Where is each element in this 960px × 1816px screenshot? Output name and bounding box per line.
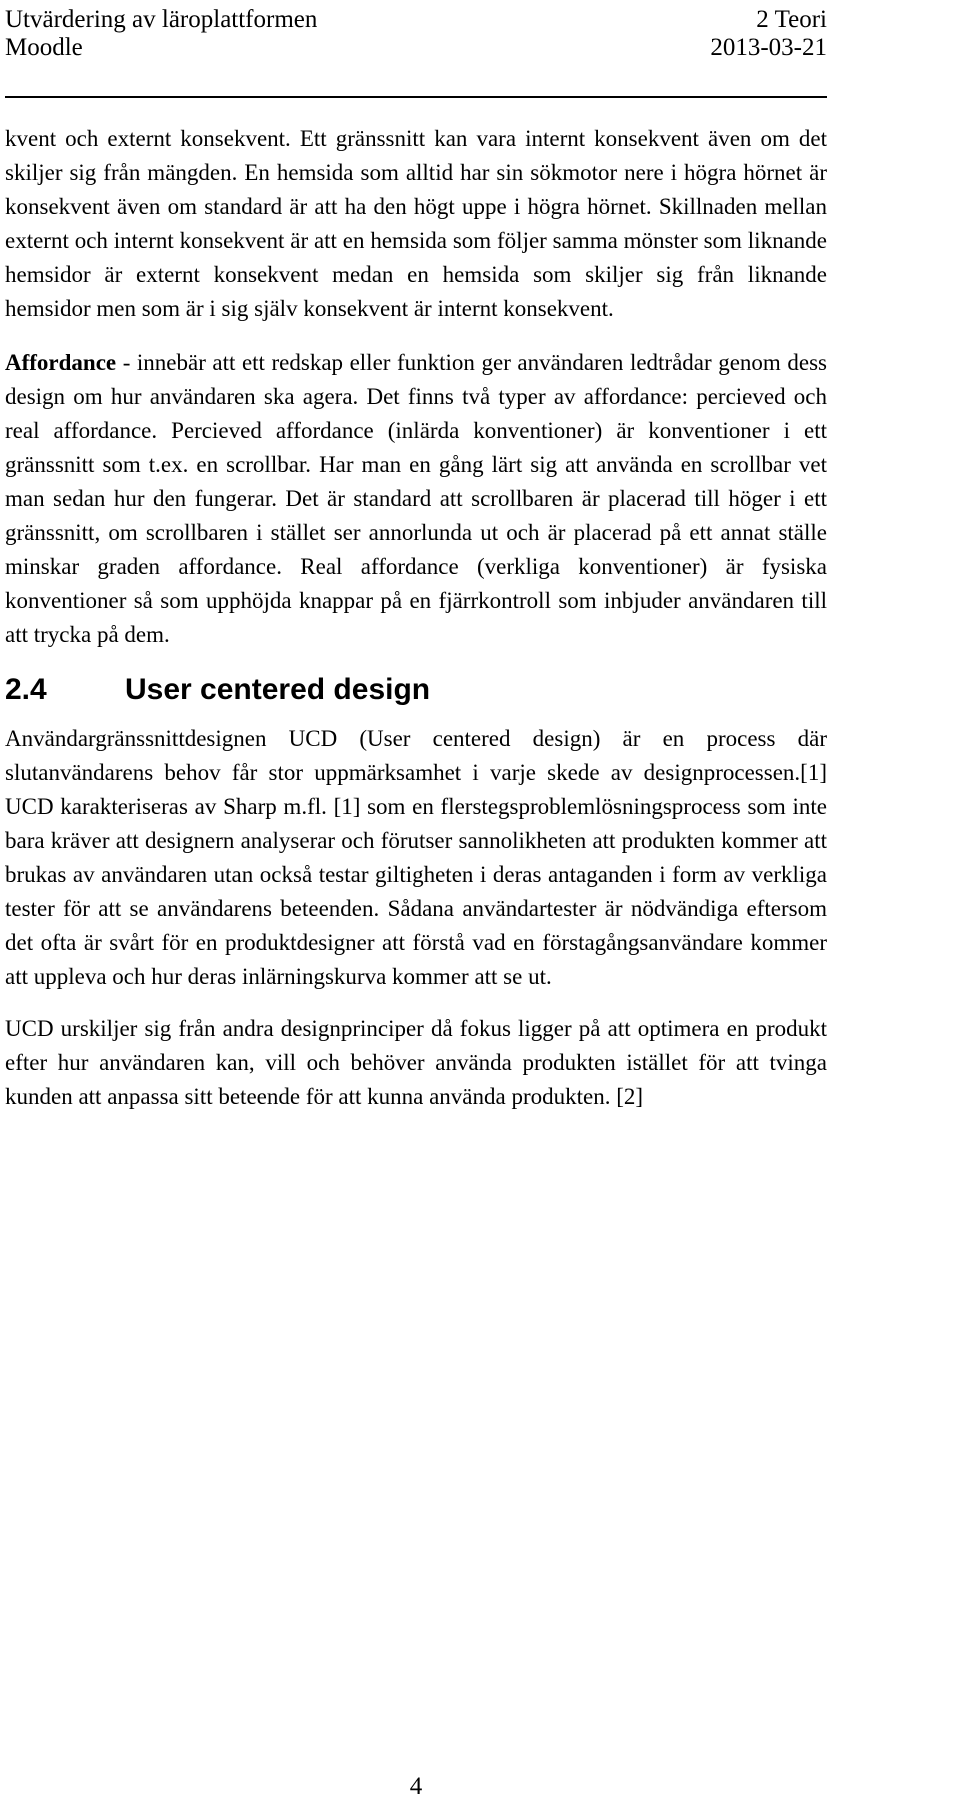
paragraph-consistency: kvent och externt konsekvent. Ett gränssnitt kan vara internt konsekvent även om det skiljer sig från mängden. En hemsida som alltid har sin sökmotor nere i högra hörnet är konsekvent även om standard är att ha den högt uppe i högra hörnet. Skillnaden mellan externt och internt konsekvent är att en hemsida som följer samma mönster som liknande hemsidor är externt konsekvent medan en hemsida som skiljer sig från liknande hemsidor men som är i sig själv konsekvent är internt konsekvent. [5,126,827,321]
affordance-term: Affordance [5,350,117,375]
platform-label: Moodle [5,34,83,61]
paragraph-ucd-principles: UCD urskiljer sig från andra designprinciper då fokus ligger på att optimera en produkt efter hur användaren kan, vill och behöver använda produkten istället för att tvinga kunden att anpassa sitt beteende för att kunna använda produkten. [2] [5,1016,827,1109]
document-body [5,122,827,1132]
header-bottom-line [5,28,827,68]
section-heading [5,670,827,710]
page-number: 4 [409,1773,423,1800]
chapter-label: 2 Teori [756,6,827,33]
paragraph-ucd-process: Användargränssnittdesignen UCD (User centered design) är en process där slutanvändarens behov får stor uppmärksamhet i varje skede av designprocessen.[1] UCD karakteriseras av Sharp m.fl. [1] som en flerstegsproblemlösningsprocess som inte bara kräver att designern analyserar och förutser sannolikheten att produkten kommer att brukas av användaren utan också testar giltigheten i deras antaganden i form av verkliga tester för att se användarens beteenden. Sådana användartester är nödvändiga eftersom det ofta är svårt för en produktdesigner att förstå vad en förstagångsanvändare kommer att uppleva och hur deras inlärningskurva kommer att se ut. [5,726,827,989]
paragraph-affordance [5,346,827,652]
section-number: 2.4 [5,673,47,706]
page-header [5,0,827,98]
document-date: 2013-03-21 [710,34,827,61]
document-title: Utvärdering av läroplattformen [5,6,318,33]
page-footer [5,1770,827,1804]
section-title: User centered design [125,673,431,706]
affordance-text: - innebär att ett redskap eller funktion ger användaren ledtrådar genom dess design om hur användaren ska agera. Det finns två typer av affordance: percieved och real affordance. Percieved affordance (inlärda konventioner) är konventioner i ett gränssnitt som t.ex. en scrollbar. Har man en gång lärt sig att använda en scrollbar vet man sedan hur den fungerar. Det är standard att scrollbaren är placerad till höger i ett gränssnitt, om scrollbaren i stället ser annorlunda ut och är placerad på ett annat ställe minskar graden affordance. Real affordance (verkliga konventioner) är fysiska konventioner så som upphöjda knappar på en fjärrkontroll som inbjuder användaren till att trycka på dem. [5,350,827,647]
